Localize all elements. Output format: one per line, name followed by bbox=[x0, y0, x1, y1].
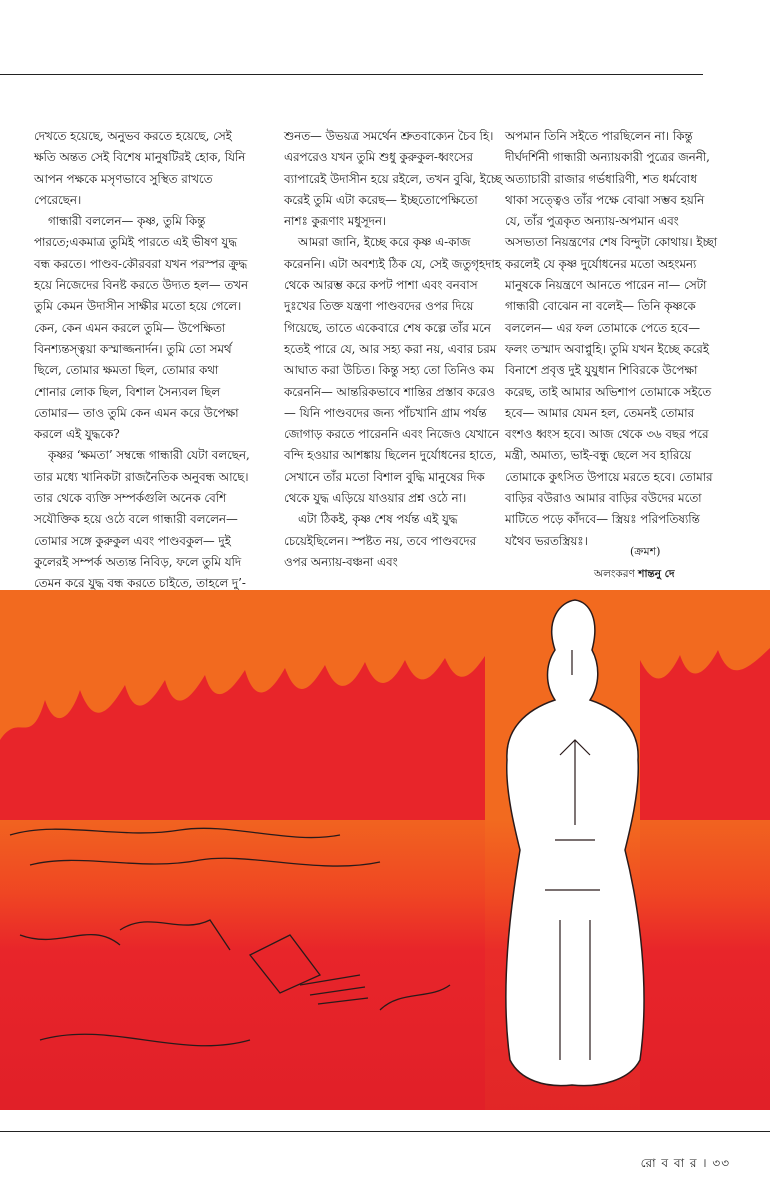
credit-label: অলংকরণ bbox=[594, 568, 635, 580]
illustration bbox=[0, 590, 770, 1110]
paragraph: দেখতে হয়েছে, অনুভব করতে হয়েছে, সেই ক্ষতি অন্তত সেই বিশেষ মানুষটিরই হোক, যিনি আপন পক্ষকে মসৃণভাবে সুস্থিত রাখতে পেরেছেন। bbox=[34, 129, 246, 207]
bottom-rule bbox=[0, 1131, 770, 1132]
continued-marker: (ক্রমশ) bbox=[630, 545, 661, 558]
paragraph: কৃষ্ণর ‘ক্ষমতা’ সম্বন্ধে গান্ধারী যেটা বলছেন, তার মধ্যে খানিকটা রাজনৈতিক অনুবন্ধ আছে। তার থেকে ব্যক্তি সম্পর্কগুলি অনেক বেশি সযৌক্তিক হয়ে ওঠে বলে গান্ধারী বললেন— তোমার সঙ্গে কুরুকুল এবং পাণ্ডবকুল— দুই কুলেরই সম্পর্ক অত্যন্ত নিবিড়, ফলে তুমি যদি তেমন করে যুদ্ধ বন্ধ করতে চাইতে, তাহলে দু’- bbox=[34, 448, 250, 591]
text-column-2 bbox=[284, 126, 502, 573]
paragraph: অপমান তিনি সইতে পারছিলেন না। কিন্তু দীর্ঘদর্শিনী গান্ধারী অন্যায়কারী পুত্রের জননী, অত্যাচারী রাজার গর্ভধারিণী, শত ধর্মবোধ থাকা সত্ত্বেও তাঁর পক্ষে বোঝা সম্ভব হয়নি যে, তাঁর পুত্রকৃত অন্যায়-অপমান এবং অসভ্যতা নিয়ন্ত্রণের শেষ বিন্দুটা কোথায়। ইচ্ছা করলেই যে কৃষ্ণ দুর্যোধনের মতো অহংমন্য মানুষকে নিয়ন্ত্রণে আনতে পারেন না— সেটা গান্ধারী বোঝেন না বলেই— তিনি কৃষ্ণকে বললেন— এর ফল তোমাকে পেতে হবে— ফলং তস্মাদ অবাপ্নুহি। তুমি যখন ইচ্ছে করেই বিনাশে প্রবৃত্ত দুই যুযুধান শিবিরকে উপেক্ষা করেছ, তাই আমার অভিশাপ তোমাকে সইতে হবে— আমার যেমন হল, তেমনই তোমার বংশও ধ্বংস হবে। আজ থেকে ৩৬ বছর পরে মন্ত্রী, অমাত্য, ভাই-বন্ধু ছেলে সব হারিয়ে তোমাকে কুৎসিত উপায়ে মরতে হবে। তোমার বাড়ির বউরাও আমার বাড়ির বউদের মতো মাটিতে পড়ে কাঁদবে— স্ত্রিয়ঃ পরিপতিষ্যন্তি যথৈব ভরতস্ত্রিয়ঃ। bbox=[505, 129, 718, 548]
illustration-credit bbox=[594, 567, 674, 584]
top-rule bbox=[0, 74, 703, 75]
paragraph: গান্ধারী বললেন— কৃষ্ণ, তুমি কিন্তু পারতে;একমাত্র তুমিই পারতে এই ভীষণ যুদ্ধ বন্ধ করতে। পাণ্ডব-কৌরবরা যখন পরস্পর ক্রুদ্ধ হয়ে নিজেদের বিনষ্ট করতে উদ্যত হল— তখন তুমি কেমন উদাসীন সাক্ষীর মতো হয়ে গেলে। কেন, কেন এমন করলে তুমি— উপেক্ষিতা বিনশ্যন্তস্ত্বয়া কস্মাজ্জনার্দন। তুমি তো সমর্থ ছিলে, তোমার ক্ষমতা ছিল, তোমার কথা শোনার লোক ছিল, বিশাল সৈন্যবল ছিল তোমার— তাও তুমি কেন এমন করে উপেক্ষা করলে এই যুদ্ধকে? bbox=[34, 214, 248, 442]
text-column-3 bbox=[505, 126, 720, 552]
paragraph: শুনত— উভয়ত্র সমর্থেন শ্রুতবাক্যেন চৈব হি। এরপরেও যখন তুমি শুধু কুরুকুল-ধ্বংসের ব্যাপারেই উদাসীন হয়ে রইলে, তখন বুঝি, ইচ্ছে করেই তুমি এটা করেছ— ইচ্ছতোপেক্ষিতো নাশঃ কুরূণাং মধুসূদন। bbox=[284, 129, 502, 229]
page-folio: রো ব বা র । ৩৩ bbox=[640, 1156, 730, 1170]
text-column-1 bbox=[34, 126, 252, 616]
paragraph: এটা ঠিকই, কৃষ্ণ শেষ পর্যন্ত এই যুদ্ধ চেয়েইছিলেন। স্পষ্টত নয়, তবে পাণ্ডবদের ওপর অন্যায়-বঞ্চনা এবং bbox=[284, 512, 477, 569]
paragraph: আমরা জানি, ইচ্ছে করে কৃষ্ণ এ-কাজ করেননি। এটা অবশ্যই ঠিক যে, সেই জতুগৃহদাহ থেকে আরম্ভ করে কপট পাশা এবং বনবাস দুঃখের তিক্ত যন্ত্রণা পাণ্ডবদের ওপর দিয়ে গিয়েছে, তাতে একেবারে শেষ কল্পে তাঁর মনে হতেই পারে যে, আর সহ্য করা নয়, এবার চরম আঘাত করা উচিত। কিন্তু সহ্য তো তিনিও কম করেননি— আন্তরিকভাবে শান্তির প্রস্তাব করেও— যিনি পাণ্ডবদের জন্য পাঁচখানি গ্রাম পর্যন্ত জোগাড় করতে পারেননি এবং নিজেও যেখানে বন্দি হওয়ার আশঙ্কায় ছিলেন দুর্যোধনের হাতে, সেখানে তাঁর মতো বিশাল বুদ্ধি মানুষের দিক থেকে যুদ্ধ এড়িয়ে যাওয়ার প্রশ্ন ওঠে না। bbox=[284, 235, 501, 506]
credit-artist: শান্তনু দে bbox=[638, 568, 675, 580]
